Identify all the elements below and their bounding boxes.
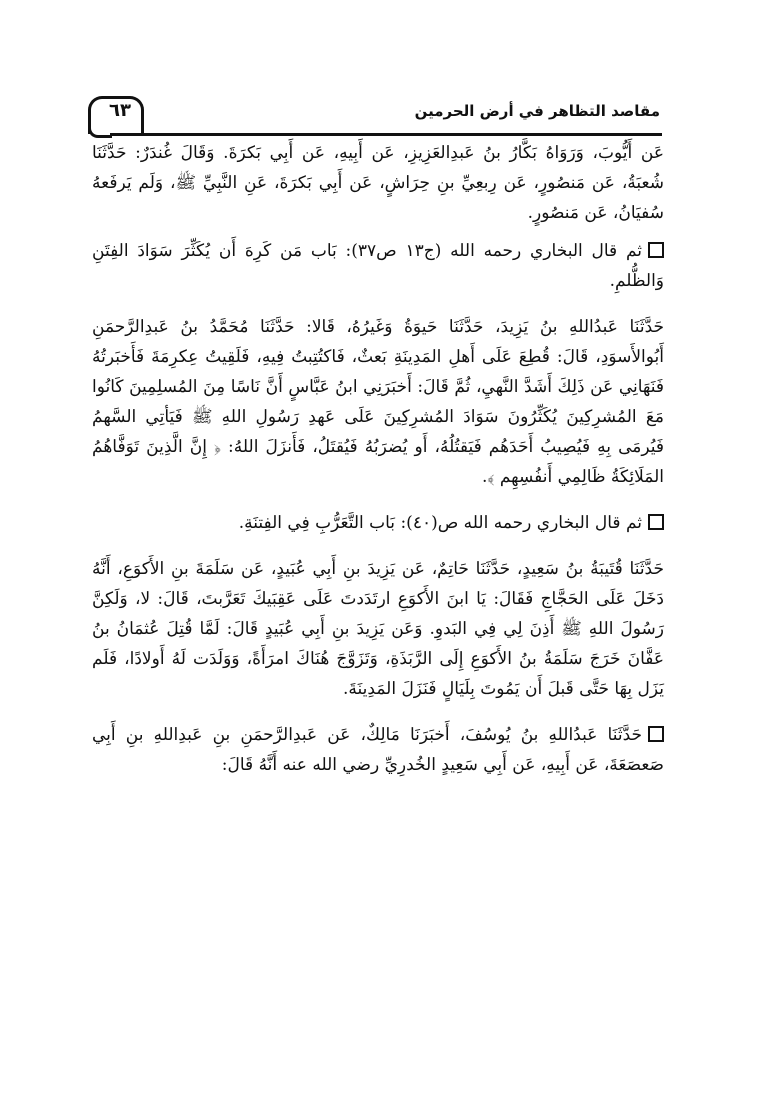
square-bullet-icon <box>648 514 664 530</box>
paragraph-1: عَن أَيُّوبَ، وَرَوَاهُ بَكَّارُ بنُ عَبدِالعَزِيزِ، عَن أَبِيهِ، عَن أَبِي بَكرَةَ. وَقَالَ غُندَرٌ: حَدَّثَنَا شُعبَةُ، عَن مَنصُورٍ، عَن رِبعِيِّ بنِ حِرَاشٍ، عَن أَبِي بَكرَةَ، عَنِ النَّبِيِّ ﷺ، وَلَم يَرفَعهُ سُفيَانُ، عَن مَنصُورٍ. <box>92 143 664 223</box>
chapter-heading-1 <box>92 236 664 296</box>
body-text <box>92 138 664 780</box>
paragraph-4 <box>92 720 664 780</box>
square-bullet-icon <box>648 726 664 742</box>
chapter-heading-2-text: ثم قال البخاري رحمه الله ص(٤٠): بَاب التَّعَرُّبِ فِي الفِتنَةِ. <box>238 513 642 533</box>
chapter-heading-2 <box>92 508 664 538</box>
paragraph-4-text: حَدَّثَنَا عَبدُاللهِ بنُ يُوسُفَ، أَخبَرَنَا مَالِكٌ، عَن عَبدِالرَّحمَنِ بنِ عَبدِاللهِ بنِ أَبِي صَعصَعَةَ، عَن أَبِيهِ، عَن أَبِي سَعِيدٍ الخُدرِيِّ رضي الله عنه أَنَّهُ قَالَ: <box>92 725 664 775</box>
running-title: مقاصد التظاهر في أرض الحرمين <box>414 102 660 120</box>
square-bullet-icon <box>648 242 664 258</box>
chapter-heading-1-text: ثم قال البخاري رحمه الله (ج١٣ ص٣٧): بَاب مَن كَرِهَ أَن يُكَثِّرَ سَوَادَ الفِتَنِ وَالظُّلمِ. <box>92 241 664 291</box>
page-number: ٦٣ <box>109 100 131 121</box>
paragraph-2: حَدَّثَنَا عَبدُاللهِ بنُ يَزِيدَ، حَدَّثَنَا حَيوَةُ وَغَيرُهُ، قَالا: حَدَّثَنَا مُحَمَّدُ بنُ عَبدِالرَّحمَنِ أَبُوالأَسوَدِ، قَالَ: قُطِعَ عَلَى أَهلِ المَدِينَةِ بَعثٌ، فَاكتُتِبتُ فِيهِ، فَلَقِيتُ عِكرِمَةَ فَأَخبَرتُهُ فَنَهَانِي عَن ذَلِكَ أَشَدَّ النَّهيِ، ثُمَّ قَالَ: أَخبَرَنِي ابنُ عَبَّاسٍ أَنَّ نَاسًا مِنَ المُسلِمِينَ كَانُوا مَعَ المُشرِكِينَ يُكَثِّرُونَ سَوَادَ المُشرِكِينَ عَلَى عَهدِ رَسُولِ اللهِ ﷺ فَيَأتِي السَّهمُ فَيُرمَى بِهِ فَيُصِيبُ أَحَدَهُم فَيَقتُلُهُ، أَو يُضرَبُهُ فَيُقتَلُ، فَأَنزَلَ اللهُ: ﴿ إِنَّ الَّذِينَ تَوَفَّاهُمُ المَلَائِكَةُ ظَالِمِي أَنفُسِهِم ﴾. <box>92 317 664 487</box>
paragraph-3: حَدَّثَنَا قُتَيبَةُ بنُ سَعِيدٍ، حَدَّثَنَا حَاتِمٌ، عَن يَزِيدَ بنِ أَبِي عُبَيدٍ، عَن سَلَمَةَ بنِ الأَكوَعِ، أَنَّهُ دَخَلَ عَلَى الحَجَّاجِ فَقَالَ: يَا ابنَ الأَكوَعِ ارتَدَدتَ عَلَى عَقِبَيكَ تَعَرَّبتَ، قَالَ: لا، وَلَكِنَّ رَسُولَ اللهِ ﷺ أَذِنَ لِي فِي البَدوِ. وَعَن يَزِيدَ بنِ أَبِي عُبَيدٍ قَالَ: لَمَّا قُتِلَ عُثمَانُ بنُ عَفَّانَ خَرَجَ سَلَمَةُ بنُ الأَكوَعِ إِلَى الرَّبَذَةِ، وَتَزَوَّجَ هُنَاكَ امرَأَةً، وَوَلَدَت لَهُ أَولادًا، فَلَم يَزَل بِهَا حَتَّى قَبلَ أَن يَمُوتَ بِلَيَالٍ فَنَزَلَ المَدِينَةَ. <box>92 559 664 699</box>
page-header <box>88 98 666 136</box>
page-number-frame-foot <box>88 128 112 138</box>
header-rule <box>110 133 662 136</box>
